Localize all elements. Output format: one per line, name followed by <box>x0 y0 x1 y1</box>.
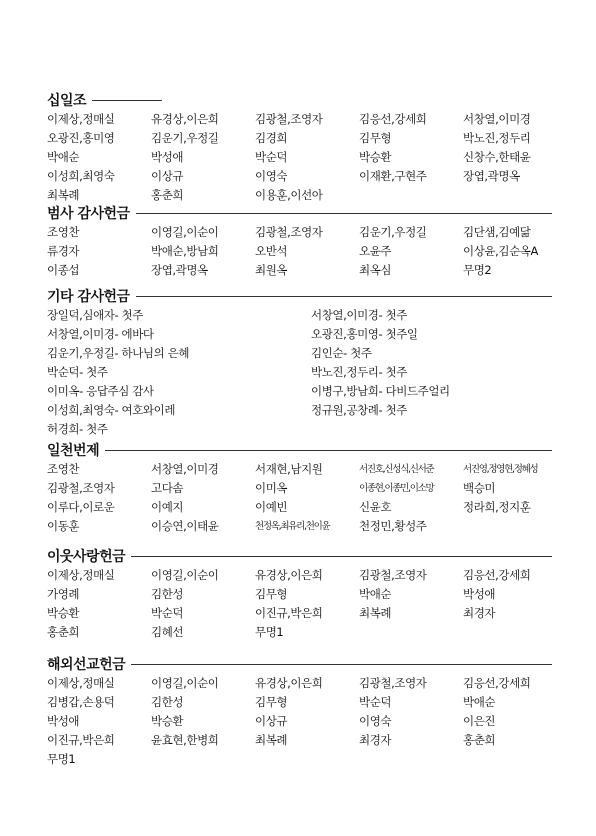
section-heading <box>47 440 552 460</box>
name-entry: 김무형 <box>359 131 392 145</box>
divider <box>92 100 162 101</box>
name-entry: 홍춘희 <box>463 733 496 747</box>
name-entry: 김광철,조영자 <box>255 225 323 239</box>
name-entry: 김혜선 <box>151 625 184 639</box>
offering-entry: 박순덕- 첫주 <box>47 365 108 379</box>
offering-entry: 오광진,홍미영- 첫주일 <box>311 327 418 341</box>
offering-entry: 정규원,공창례- 첫주 <box>311 403 407 417</box>
section-title: 일천번제 <box>47 440 105 460</box>
entry-grid <box>47 306 552 439</box>
section-overseas-mission <box>47 654 552 769</box>
name-entry: 이제상,정매실 <box>47 112 115 126</box>
name-entry: 이상규 <box>255 714 288 728</box>
name-entry: 서창열,이미경 <box>463 112 531 126</box>
name-entry: 이동훈 <box>47 519 80 533</box>
name-entry: 김무형 <box>255 695 288 709</box>
name-entry: 류경자 <box>47 244 80 258</box>
section-title: 범사 감사헌금 <box>47 203 136 223</box>
divider <box>136 296 552 297</box>
offering-entry: 허경희- 첫주 <box>47 422 108 436</box>
name-entry: 오윤주 <box>359 244 392 258</box>
name-entry: 오광진,홍미영 <box>47 131 115 145</box>
name-entry: 김한성 <box>151 695 184 709</box>
section-tithe <box>47 90 552 205</box>
section-heading <box>47 546 552 566</box>
name-entry: 이제상,정매실 <box>47 676 115 690</box>
section-neighbor-love <box>47 546 552 642</box>
name-entry: 신창수,한태윤 <box>463 150 531 164</box>
name-entry: 서재현,남지원 <box>255 462 323 476</box>
name-entry: 이은진 <box>463 714 496 728</box>
name-entry: 김응선,강세희 <box>463 676 531 690</box>
name-entry: 이미옥 <box>255 481 288 495</box>
name-entry: 박노진,정두리 <box>463 131 531 145</box>
name-entry: 박순덕 <box>359 695 392 709</box>
name-entry: 김광철,조영자 <box>359 676 427 690</box>
name-entry: 김응선,강세희 <box>463 568 531 582</box>
name-entry: 이종현,이종민,이소망 <box>359 483 434 494</box>
name-entry: 이예빈 <box>255 500 288 514</box>
name-entry: 천정민,황성주 <box>359 519 427 533</box>
name-entry: 가영례 <box>47 587 80 601</box>
name-entry: 박승환 <box>359 150 392 164</box>
name-entry: 이제상,정매실 <box>47 568 115 582</box>
name-entry: 최복례 <box>47 188 80 202</box>
offering-entry: 박노진,정두리- 첫주 <box>311 365 407 379</box>
name-entry: 윤효현,한병희 <box>151 733 219 747</box>
name-entry: 박애순 <box>47 150 80 164</box>
name-entry: 무명1 <box>47 752 76 766</box>
section-general-thanksgiving <box>47 203 552 280</box>
divider <box>131 664 552 665</box>
name-entry: 정라희,정지훈 <box>463 500 531 514</box>
name-entry: 이영길,이순이 <box>151 568 219 582</box>
name-entry: 무명1 <box>255 625 284 639</box>
name-entry: 이영길,이순이 <box>151 676 219 690</box>
name-entry: 박성애 <box>151 150 184 164</box>
divider <box>131 556 552 557</box>
name-entry: 이용훈,이선아 <box>255 188 323 202</box>
offering-entry: 김인순- 첫주 <box>311 346 372 360</box>
name-entry: 최복례 <box>255 733 288 747</box>
section-title: 기타 감사헌금 <box>47 286 136 306</box>
name-entry: 박성애 <box>47 714 80 728</box>
name-entry: 이예지 <box>151 500 184 514</box>
section-heading <box>47 654 552 674</box>
name-entry: 이성희,최영숙 <box>47 169 115 183</box>
name-entry: 이종섭 <box>47 263 80 277</box>
name-entry: 김한성 <box>151 587 184 601</box>
section-other-thanksgiving <box>47 286 552 439</box>
section-heading <box>47 90 552 110</box>
name-entry: 박성애 <box>463 587 496 601</box>
name-entry: 최경자 <box>463 606 496 620</box>
name-entry: 유경상,이은희 <box>151 112 219 126</box>
section-title: 십일조 <box>47 90 92 110</box>
name-entry: 박승환 <box>151 714 184 728</box>
name-grid <box>47 460 552 536</box>
name-entry: 김운기,우정길 <box>151 131 219 145</box>
name-entry: 장엽,곽명옥 <box>151 263 208 277</box>
divider <box>136 213 552 214</box>
name-entry: 최복례 <box>359 606 392 620</box>
name-entry: 김무형 <box>255 587 288 601</box>
name-entry: 박순덕 <box>151 606 184 620</box>
name-grid <box>47 566 552 642</box>
name-grid <box>47 223 552 280</box>
name-entry: 이승연,이태윤 <box>151 519 219 533</box>
name-entry: 신윤호 <box>359 500 392 514</box>
name-entry: 김경희 <box>255 131 288 145</box>
name-entry: 이상규 <box>151 169 184 183</box>
name-entry: 서창열,이미경 <box>151 462 219 476</box>
name-grid <box>47 674 552 769</box>
section-title: 해외선교헌금 <box>47 654 131 674</box>
name-entry: 김광철,조영자 <box>255 112 323 126</box>
name-entry: 최옥심 <box>359 263 392 277</box>
name-entry: 이진규,박은희 <box>255 606 323 620</box>
offering-entry: 이병구,방남희- 다비드주얼리 <box>311 384 450 398</box>
name-entry: 조영찬 <box>47 225 80 239</box>
name-entry: 최원옥 <box>255 263 288 277</box>
name-entry: 이영길,이순이 <box>151 225 219 239</box>
name-entry: 이영숙 <box>359 714 392 728</box>
name-entry: 이상윤,김순옥A <box>463 244 538 258</box>
name-entry: 김광철,조영자 <box>359 568 427 582</box>
name-entry: 박승환 <box>47 606 80 620</box>
name-entry: 김단샘,김예닮 <box>463 225 531 239</box>
name-entry: 김광철,조영자 <box>47 481 115 495</box>
offering-entry: 서창열,이미경- 첫주 <box>311 308 407 322</box>
name-entry: 천정옥,최유리,천이윤 <box>255 521 330 532</box>
name-entry: 서진영,정영현,정혜성 <box>463 464 538 475</box>
name-entry: 이영숙 <box>255 169 288 183</box>
divider <box>105 450 552 451</box>
name-entry: 김응선,강세희 <box>359 112 427 126</box>
name-entry: 조영찬 <box>47 462 80 476</box>
name-entry: 장엽,곽명옥 <box>463 169 520 183</box>
section-title: 이웃사랑헌금 <box>47 546 131 566</box>
name-grid <box>47 110 552 205</box>
name-entry: 유경상,이은희 <box>255 568 323 582</box>
offering-entry: 서창열,이미경- 에바다 <box>47 327 154 341</box>
name-entry: 최경자 <box>359 733 392 747</box>
name-entry: 김운기,우정길 <box>359 225 427 239</box>
section-thousand-offerings <box>47 440 552 536</box>
name-entry: 무명2 <box>463 263 492 277</box>
name-entry: 박애순 <box>463 695 496 709</box>
section-heading <box>47 203 552 223</box>
offering-entry: 장일덕,심애자- 첫주 <box>47 308 143 322</box>
name-entry: 이루다,이로운 <box>47 500 115 514</box>
name-entry: 이재환,구현주 <box>359 169 427 183</box>
name-entry: 백승미 <box>463 481 496 495</box>
name-entry: 홍춘희 <box>151 188 184 202</box>
name-entry: 고다솜 <box>151 481 184 495</box>
name-entry: 박애순 <box>359 587 392 601</box>
offering-entry: 김운기,우정길- 하나님의 은혜 <box>47 346 190 360</box>
name-entry: 홍춘희 <box>47 625 80 639</box>
offering-entry: 이성희,최영숙- 여호와이레 <box>47 403 176 417</box>
offering-entry: 이미옥- 응답주심 감사 <box>47 384 154 398</box>
name-entry: 이진규,박은희 <box>47 733 115 747</box>
section-heading <box>47 286 552 306</box>
name-entry: 김병갑,손용덕 <box>47 695 115 709</box>
name-entry: 박애순,방남희 <box>151 244 219 258</box>
name-entry: 박순덕 <box>255 150 288 164</box>
name-entry: 서진호,신성식,신서준 <box>359 464 434 475</box>
name-entry: 유경상,이은희 <box>255 676 323 690</box>
name-entry: 오반석 <box>255 244 288 258</box>
